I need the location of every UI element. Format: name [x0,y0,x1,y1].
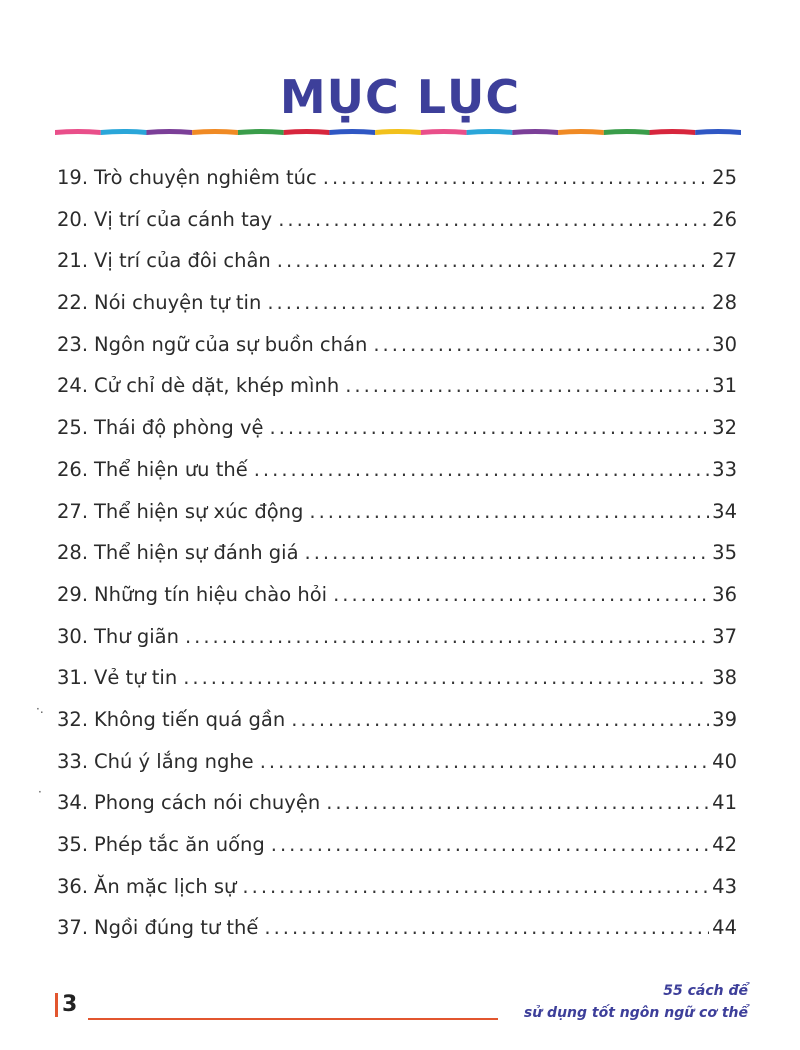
table-of-contents [57,166,737,958]
dot-leader [260,750,709,773]
toc-entry-label: Thể hiện sự đánh giá [94,541,299,565]
toc-entry-number: 24. [57,374,89,398]
toc-entry[interactable] [57,666,737,708]
dot-leader [333,583,709,606]
toc-entry-label: Thể hiện ưu thế [94,457,248,481]
stripe-segment [238,129,284,135]
toc-entry-page: 28 [712,291,737,315]
stripe-segment [192,129,238,135]
toc-entry-page: 33 [712,457,737,481]
toc-entry[interactable] [57,416,737,458]
toc-entry-page: 42 [712,833,737,856]
toc-entry-label: Thư giãn [94,624,179,648]
stripe-segment [329,129,375,135]
stripe-segment [558,129,604,135]
toc-entry-page: 34 [712,499,737,523]
toc-entry[interactable] [57,833,737,875]
dot-leader [271,833,709,856]
toc-entry-label: Trò chuyện nghiêm túc [94,166,317,189]
book-title [524,980,748,1024]
stripe-segment [695,129,741,135]
toc-entry-page: 38 [712,666,737,690]
stripe-segment [650,129,696,135]
toc-entry-label: Nói chuyện tự tin [94,291,262,315]
toc-entry-page: 26 [712,207,737,231]
toc-entry-page: 40 [712,749,737,773]
toc-entry-number: 31. [57,666,89,690]
dot-leader [373,333,709,356]
stray-mark: ·. [36,702,44,716]
toc-entry-number: 36. [57,874,89,898]
toc-entry-page: 41 [712,791,737,815]
toc-entry[interactable] [57,166,737,208]
toc-entry[interactable] [57,791,737,833]
toc-entry-label: Những tín hiệu chào hỏi [94,582,328,606]
toc-entry[interactable] [57,208,737,250]
toc-entry-page: 30 [712,332,737,356]
stripe-segment [146,129,192,135]
toc-entry-number: 26. [57,457,89,481]
toc-entry-label: Vẻ tự tin [94,666,178,690]
toc-entry-label: Chú ý lắng nghe [94,749,254,773]
toc-entry-label: Thái độ phòng vệ [94,416,264,440]
stripe-segment [604,129,650,135]
toc-entry-number: 33. [57,749,89,773]
toc-entry-number: 20. [57,207,89,231]
toc-entry[interactable] [57,708,737,750]
stripe-segment [101,129,147,135]
toc-entry-number: 37. [57,916,89,940]
toc-entry-page: 32 [712,416,737,440]
toc-entry-page: 43 [712,874,737,898]
toc-entry[interactable] [57,625,737,667]
toc-entry-page: 25 [712,166,737,189]
toc-entry-number: 30. [57,624,89,648]
toc-entry-number: 22. [57,291,89,315]
footer-rule [88,1018,498,1020]
toc-entry-page: 36 [712,582,737,606]
toc-entry[interactable] [57,458,737,500]
toc-entry[interactable] [57,541,737,583]
dot-leader [291,708,709,731]
toc-entry[interactable] [57,500,737,542]
toc-entry-label: Không tiến quá gần [94,707,286,731]
book-title-line-1: 55 cách để [663,983,748,999]
toc-entry-number: 23. [57,332,89,356]
toc-entry[interactable] [57,249,737,291]
toc-entry[interactable] [57,583,737,625]
toc-entry-page: 35 [712,541,737,565]
toc-entry-number: 29. [57,582,89,606]
toc-entry-number: 32. [57,707,89,731]
book-title-line-2: sử dụng tốt ngôn ngữ cơ thể [523,1005,748,1021]
stripe-segment [512,129,558,135]
dot-leader [278,208,709,231]
stray-mark: · [38,785,42,799]
toc-entry-label: Ngồi đúng tư thế [94,916,259,940]
toc-entry-label: Vị trí của cánh tay [94,207,273,231]
stripe-segment [421,129,467,135]
page-title: MỤC LỤC [279,70,521,124]
toc-entry-label: Vị trí của đôi chân [94,249,271,273]
dot-leader [185,625,709,648]
toc-entry-label: Phép tắc ăn uống [94,833,265,856]
decorative-stripe [55,128,741,136]
toc-entry-page: 37 [712,624,737,648]
dot-leader [242,875,709,898]
toc-entry-label: Ăn mặc lịch sự [94,874,237,898]
toc-entry-number: 34. [57,791,89,815]
toc-entry-page: 44 [712,916,737,940]
dot-leader [267,291,709,314]
dot-leader [345,374,709,397]
toc-entry-number: 35. [57,833,89,856]
toc-entry[interactable] [57,916,737,958]
dot-leader [323,166,709,189]
dot-leader [309,500,709,523]
toc-entry-label: Cử chỉ dè dặt, khép mình [94,374,340,398]
dot-leader [270,416,710,439]
stripe-segment [284,129,330,135]
toc-entry[interactable] [57,374,737,416]
toc-entry-label: Ngôn ngữ của sự buồn chán [94,332,368,356]
toc-entry-page: 31 [712,374,737,398]
page-number: 3 [55,993,77,1017]
dot-leader [326,791,709,814]
dot-leader [264,916,709,939]
stripe-segment [467,129,513,135]
toc-entry-page: 27 [712,249,737,273]
stripe-segment [55,129,101,135]
dot-leader [254,458,709,481]
dot-leader [277,249,709,272]
toc-entry-number: 25. [57,416,89,440]
dot-leader [183,666,709,689]
toc-entry-page: 39 [712,707,737,731]
stripe-segment [375,129,421,135]
toc-entry-number: 21. [57,249,89,273]
toc-entry-label: Phong cách nói chuyện [94,791,321,815]
toc-entry-number: 27. [57,499,89,523]
toc-entry[interactable] [57,875,737,917]
toc-entry[interactable] [57,750,737,792]
toc-entry-number: 28. [57,541,89,565]
toc-entry-number: 19. [57,166,89,189]
dot-leader [305,541,710,564]
toc-entry-label: Thể hiện sự xúc động [94,499,304,523]
toc-entry[interactable] [57,333,737,375]
toc-entry[interactable] [57,291,737,333]
